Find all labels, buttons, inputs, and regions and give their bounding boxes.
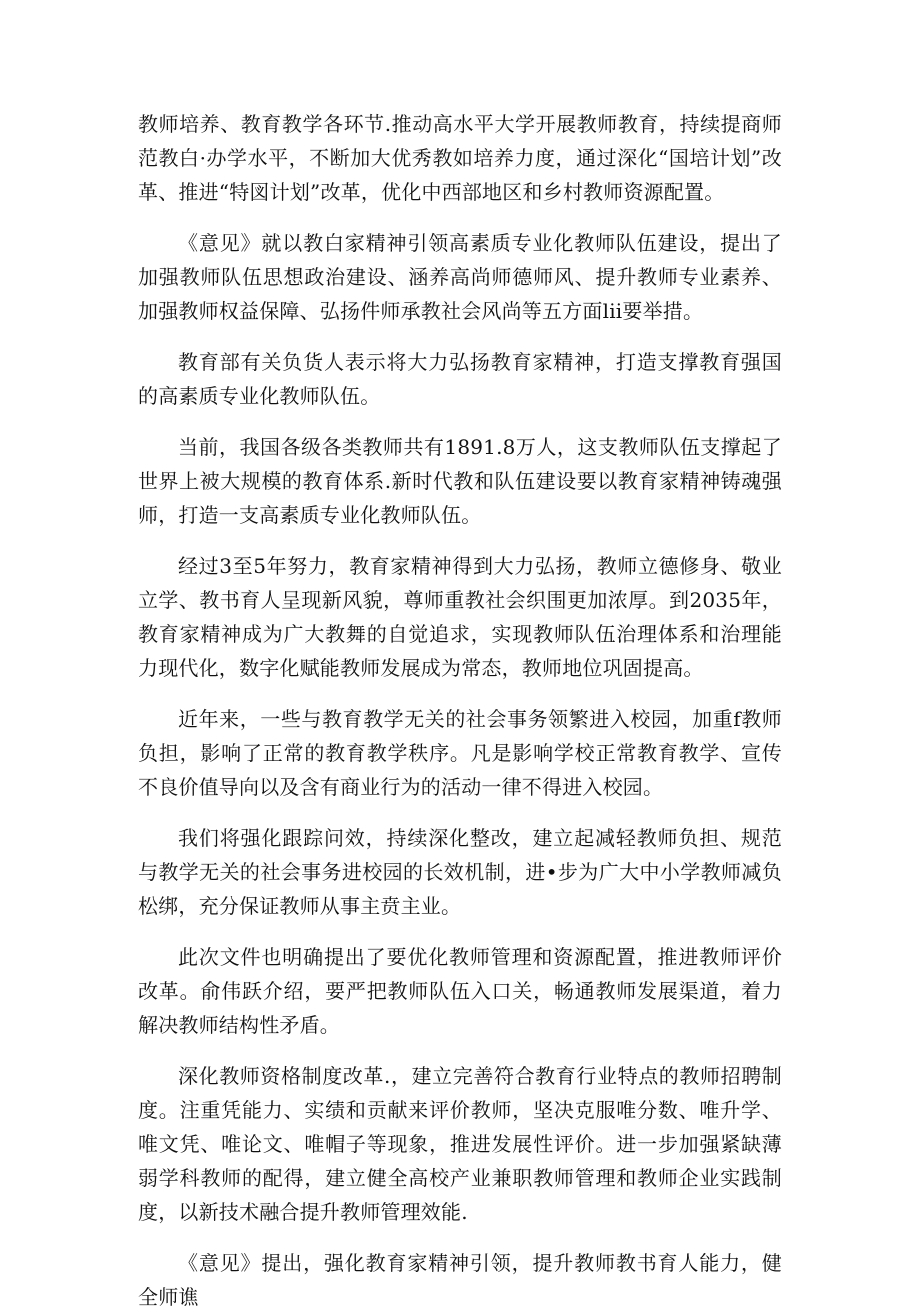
paragraph-10: 《意见》提出，强化教育家精神引领，提升教师教书育人能力，健全师谯 [138,1251,782,1309]
paragraph-3: 教育部有关负货人表示将大力弘扬教育家精神，打造支撑教育强国的高素质专业化教师队伍。 [138,350,782,408]
paragraph-6: 近年来，一些与教育教学无关的社会事务领繁进入校园，加重f教师负担，影响了正常的教育教学秩序。凡是影响学校正常教育教学、宣传不良价值导向以及含有商业行为的活动一律不得进入校园。 [138,707,782,799]
paragraph-8: 此次文件也明确提出了要优化教师管理和资源配置，推进教师评价改革。俞伟跃介绍，要严把教师队伍入口关，畅通教师发展渠道，着力解决教师结构性矛盾。 [138,945,782,1037]
paragraph-7: 我们将强化跟踪问效，持续深化整改，建立起减轻教师负担、规范与教学无关的社会事务进校园的长效机制，进•步为广大中小学教师减负松绑，充分保证教师从事主贲主业。 [138,826,782,918]
paragraph-9: 深化教师资格制度改革.，建立完善符合教育行业特点的教师招聘制度。注重凭能力、实绩和贡献来评价教师，坚决克服唯分数、唯升学、唯文凭、唯论文、唯帽子等现象，推进发展性评价。进一步加强紧缺薄弱学科教师的配得，建立健全高校产业兼职教师管理和教师企业实践制度，以新技术融合提升教师管理效能. [138,1064,782,1224]
document-body [138,107,782,1314]
paragraph-1: 教师培养、教育教学各环节.推动高水平大学开展教师教育，持续提商师范教白·办学水平，不断加大优秀教如培养力度，通过深化“国培计划”改革、推进“特図计划”改革，优化中西部地区和乡村教师资源配置。 [138,112,782,204]
paragraph-5: 经过3至5年努力，教育家精神得到大力弘扬，教师立德修身、敬业立学、教书育人呈现新风貌，尊师重教社会织围更加浓厚。到2035年，教育家精神成为广大教舞的自觉追求，实现教师队伍治理体系和治理能力现代化，数字化赋能教师发展成为常态，教师地位巩固提高。 [138,554,782,680]
paragraph-4: 当前，我国各级各类教师共有1891.8万人，这支教师队伍支撑起了世界上被大规模的教育体系.新时代教和队伍建设要以教育家精神铸魂强师，打造一支高素质专业化教师队伍。 [138,435,782,527]
paragraph-2: 《意见》就以教白家精神引领高素质专业化教师队伍建设，提出了加强教师队伍思想政治建设、涵养高尚师德师风、提升教师专业素养、加强教师权益保障、弘扬件师承教社会风尚等五方面lii要举措。 [138,231,782,323]
